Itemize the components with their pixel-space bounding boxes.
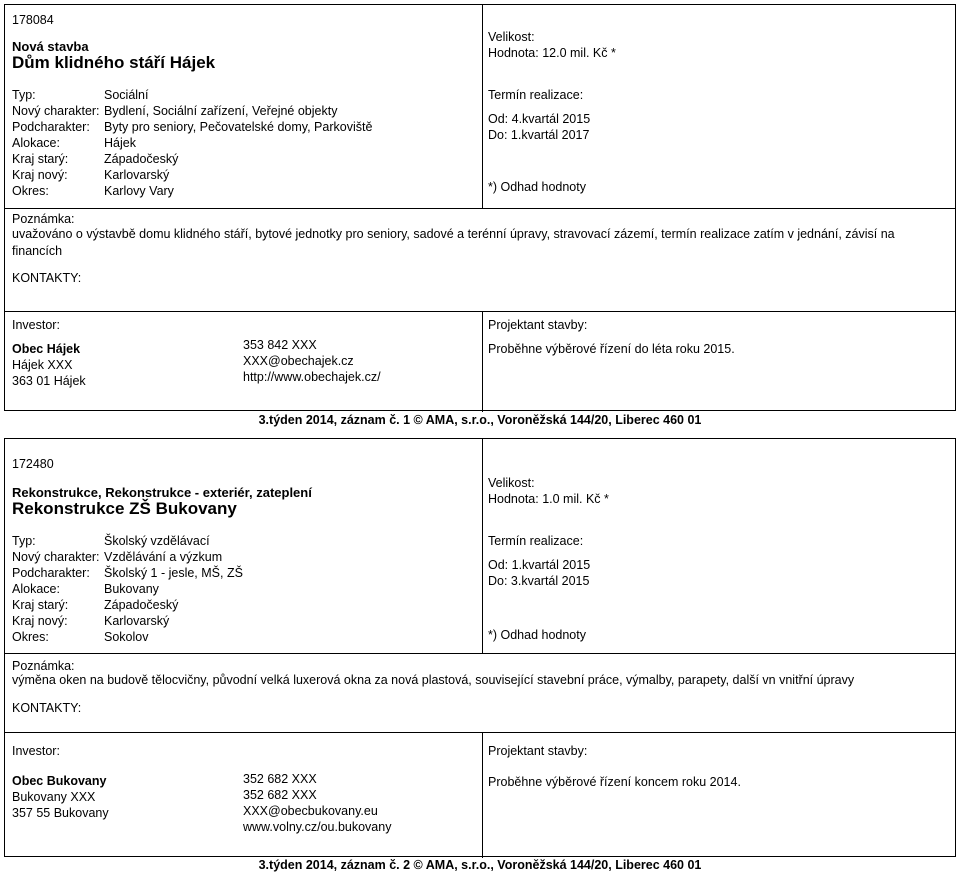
term-to: Do: 1.kvartál 2017: [488, 128, 590, 142]
section-divider: [5, 653, 955, 654]
field-value: Karlovarský: [104, 614, 170, 628]
field-label: Podcharakter:: [12, 566, 90, 580]
size-label: Velikost:: [488, 30, 535, 44]
field-label: Kraj starý:: [12, 598, 69, 612]
investor-address: Hájek XXX: [12, 358, 73, 372]
field-label: Okres:: [12, 630, 49, 644]
value-text: Hodnota: 1.0 mil. Kč *: [488, 492, 609, 506]
record-subtitle: Rekonstrukce, Rekonstrukce - exteriér, zateplení: [12, 485, 312, 500]
field-value: Vzdělávání a výzkum: [104, 550, 223, 564]
contacts-label: KONTAKTY:: [12, 271, 82, 285]
designer-label: Projektant stavby:: [488, 318, 588, 332]
designer-label: Projektant stavby:: [488, 744, 588, 758]
note-text: uvažováno o výstavbě domu klidného stáří, bytové jednotky pro seniory, sadové a terénní úpravy, stravovací zázemí, termín realizace zatím v jednání, závisí na financích: [12, 227, 895, 258]
record-id: 178084: [12, 13, 54, 27]
term-from: Od: 4.kvartál 2015: [488, 112, 591, 126]
field-label: Alokace:: [12, 582, 60, 596]
record-title: Rekonstrukce ZŠ Bukovany: [12, 499, 237, 518]
investor-phone: 353 842 XXX: [243, 338, 317, 352]
note-label: Poznámka:: [12, 212, 75, 226]
contacts-label: KONTAKTY:: [12, 701, 82, 715]
term-label: Termín realizace:: [488, 534, 584, 548]
field-value: Byty pro seniory, Pečovatelské domy, Parkoviště: [104, 120, 373, 134]
field-label: Nový charakter:: [12, 104, 100, 118]
section-divider: [5, 208, 955, 209]
field-value: Školský vzdělávací: [104, 534, 210, 548]
field-value: Sociální: [104, 88, 149, 102]
size-label: Velikost:: [488, 476, 535, 490]
field-value: Školský 1 - jesle, MŠ, ZŠ: [104, 566, 243, 580]
investor-email[interactable]: XXX@obecbukovany.eu: [243, 804, 378, 818]
term-label: Termín realizace:: [488, 88, 584, 102]
column-divider: [482, 732, 483, 858]
investor-address: 357 55 Bukovany: [12, 806, 109, 820]
record-title: Dům klidného stáří Hájek: [12, 53, 216, 72]
investor-web-link[interactable]: www.volny.cz/ou.bukovany: [243, 820, 392, 834]
record-footer: 3.týden 2014, záznam č. 2 © AMA, s.r.o., Voroněžská 144/20, Liberec 460 01: [258, 858, 702, 872]
investor-web-link[interactable]: http://www.obechajek.cz/: [243, 370, 381, 384]
field-value: Sokolov: [104, 630, 149, 644]
field-value: Karlovarský: [104, 168, 170, 182]
field-label: Kraj starý:: [12, 152, 69, 166]
designer-text: Proběhne výběrové řízení do léta roku 2015.: [488, 342, 735, 356]
field-label: Typ:: [12, 88, 36, 102]
investor-email[interactable]: XXX@obechajek.cz: [243, 354, 354, 368]
field-label: Nový charakter:: [12, 550, 100, 564]
investor-name: Obec Hájek: [12, 342, 81, 356]
investor-name: Obec Bukovany: [12, 774, 107, 788]
field-label: Typ:: [12, 534, 36, 548]
field-value: Bukovany: [104, 582, 159, 596]
investor-label: Investor:: [12, 318, 60, 332]
field-label: Alokace:: [12, 136, 60, 150]
record-footer: 3.týden 2014, záznam č. 1 © AMA, s.r.o., Voroněžská 144/20, Liberec 460 01: [258, 413, 702, 427]
field-label: Kraj nový:: [12, 614, 68, 628]
field-value: Západočeský: [104, 598, 179, 612]
estimate-note: *) Odhad hodnoty: [488, 628, 586, 642]
column-divider: [482, 311, 483, 412]
investor-phone: 352 682 XXX: [243, 772, 317, 786]
investor-phone: 352 682 XXX: [243, 788, 317, 802]
investor-address: 363 01 Hájek: [12, 374, 86, 388]
record-card: [4, 4, 956, 411]
investor-label: Investor:: [12, 744, 60, 758]
note-text: výměna oken na budově tělocvičny, původní velká luxerová okna za nová plastová, související stavební práce, výmalby, parapety, další vn vnitřní úpravy: [12, 673, 855, 687]
record-card: [4, 438, 956, 857]
term-from: Od: 1.kvartál 2015: [488, 558, 591, 572]
investor-address: Bukovany XXX: [12, 790, 96, 804]
column-divider: [482, 439, 483, 653]
field-label: Podcharakter:: [12, 120, 90, 134]
field-label: Kraj nový:: [12, 168, 68, 182]
term-to: Do: 3.kvartál 2015: [488, 574, 590, 588]
column-divider: [482, 5, 483, 208]
note-label: Poznámka:: [12, 659, 75, 673]
record-id: 172480: [12, 457, 54, 471]
field-value: Západočeský: [104, 152, 179, 166]
field-value: Bydlení, Sociální zařízení, Veřejné objekty: [104, 104, 338, 118]
section-divider: [5, 732, 955, 733]
field-value: Hájek: [104, 136, 136, 150]
field-label: Okres:: [12, 184, 49, 198]
value-text: Hodnota: 12.0 mil. Kč *: [488, 46, 616, 60]
record-subtitle: Nová stavba: [12, 39, 89, 54]
section-divider: [5, 311, 955, 312]
designer-text: Proběhne výběrové řízení koncem roku 2014.: [488, 775, 741, 789]
field-value: Karlovy Vary: [104, 184, 174, 198]
estimate-note: *) Odhad hodnoty: [488, 180, 586, 194]
